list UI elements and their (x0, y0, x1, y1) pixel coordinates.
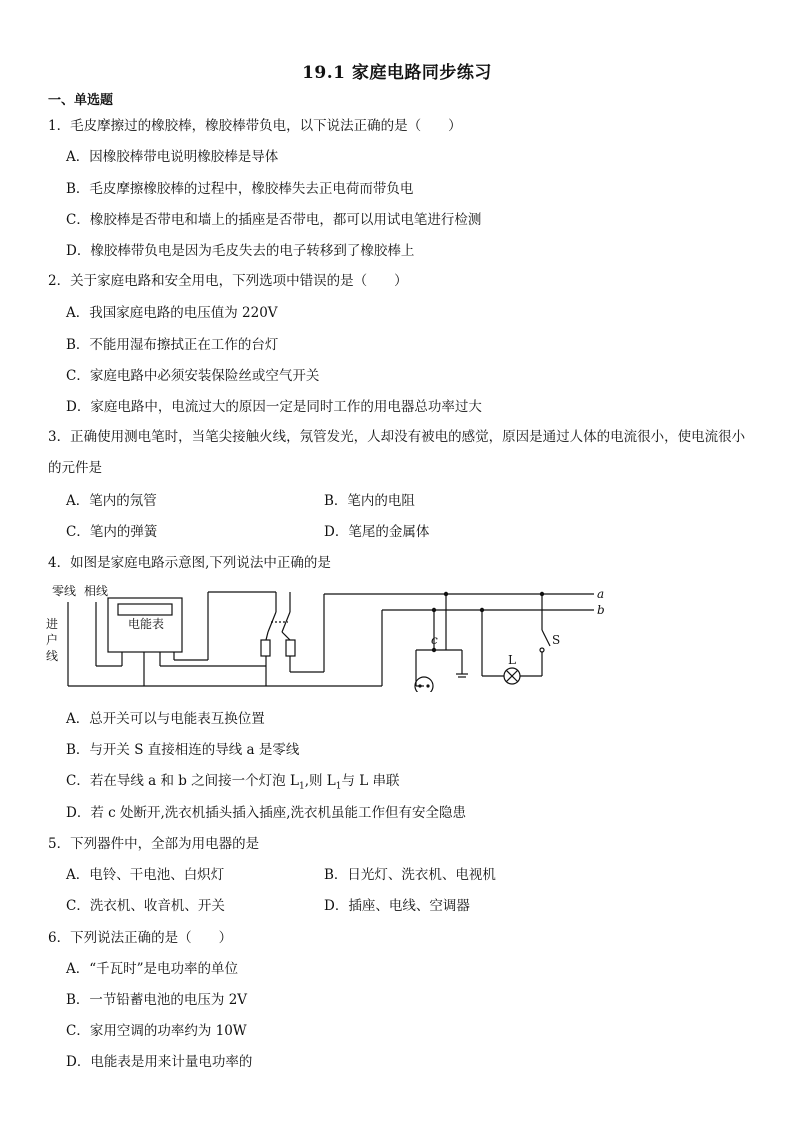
wire-a-label: a (597, 587, 605, 601)
question-6-option-d[interactable]: D．电能表是用来计量电功率的 (66, 1054, 253, 1070)
household-circuit-diagram (42, 580, 612, 692)
question-2-option-c[interactable]: C．家庭电路中必须安装保险丝或空气开关 (66, 368, 320, 384)
option-c-sub-2: 1 (335, 781, 342, 792)
question-3-option-a[interactable]: A．笔内的氖管 (66, 493, 157, 509)
page-title: 19.1 家庭电路同步练习 (302, 63, 492, 83)
question-4-stem: 4．如图是家庭电路示意图,下列说法中正确的是 (48, 555, 331, 571)
neutral-wire-label: 零线 (52, 584, 77, 598)
question-6-option-b[interactable]: B．一节铅蓄电池的电压为 2V (66, 992, 248, 1008)
lamp-label: L (508, 653, 516, 667)
question-1-option-b[interactable]: B．毛皮摩擦橡胶棒的过程中，橡胶棒失去正电荷而带负电 (66, 181, 414, 197)
energy-meter-window (118, 604, 172, 615)
question-3-stem: 3．正确使用测电笔时，当笔尖接触火线，氖管发光，人却没有被电的感觉，原因是通过人体的电流很小，使电流很小的元件是 (48, 429, 746, 476)
inlet-label-3: 线 (46, 649, 59, 663)
question-1-option-c[interactable]: C．橡胶棒是否带电和墙上的插座是否带电，都可以用试电笔进行检测 (66, 212, 482, 228)
question-2-option-a[interactable]: A．我国家庭电路的电压值为 220V (66, 305, 278, 321)
energy-meter-label: 电能表 (128, 617, 165, 631)
question-5-option-b[interactable]: B．日光灯、洗衣机、电视机 (324, 867, 496, 883)
point-c-label: c (431, 633, 438, 647)
socket-symbol (415, 677, 433, 692)
inlet-label-2: 户 (46, 633, 59, 647)
question-3-option-b[interactable]: B．笔内的电阻 (324, 493, 415, 509)
question-5-option-c[interactable]: C．洗衣机、收音机、开关 (66, 898, 225, 914)
question-4-option-a[interactable]: A．总开关可以与电能表互换位置 (66, 711, 265, 727)
question-5-stem: 5．下列器件中，全部为用电器的是 (48, 836, 260, 852)
fuse-2 (286, 640, 295, 656)
switch-s-label: S (552, 633, 561, 647)
inlet-label-1: 进 (46, 617, 59, 631)
question-4-option-c[interactable] (66, 772, 400, 796)
question-1-stem: 1．毛皮摩擦过的橡胶棒，橡胶棒带负电，以下说法正确的是（ ） (48, 118, 462, 134)
section-heading: 一、单选题 (48, 93, 114, 108)
question-4-option-b[interactable]: B．与开关 S 直接相连的导线 a 是零线 (66, 742, 300, 758)
live-wire-label: 相线 (84, 584, 109, 598)
question-3-option-c[interactable]: C．笔内的弹簧 (66, 524, 158, 540)
question-2-option-b[interactable]: B．不能用湿布擦拭正在工作的台灯 (66, 337, 279, 353)
question-6-stem: 6．下列说法正确的是（ ） (48, 930, 233, 946)
question-1-option-a[interactable]: A．因橡胶棒带电说明橡胶棒是导体 (66, 149, 279, 165)
question-2-stem: 2．关于家庭电路和安全用电，下列选项中错误的是（ ） (48, 273, 408, 289)
question-2-option-d[interactable]: D．家庭电路中，电流过大的原因一定是同时工作的用电器总功率过大 (66, 399, 482, 415)
option-c-text-3: 与 L 串联 (341, 773, 400, 789)
question-6-option-a[interactable]: A．“千瓦时”是电功率的单位 (66, 961, 239, 977)
option-c-text-2: ,则 L (304, 773, 336, 789)
question-5-option-d[interactable]: D．插座、电线、空调器 (324, 898, 470, 914)
option-c-text-1: C．若在导线 a 和 b 之间接一个灯泡 L (66, 773, 299, 789)
option-c-sub-1: 1 (298, 781, 305, 792)
fuse-1 (261, 640, 270, 656)
question-3-option-d[interactable]: D．笔尾的金属体 (324, 524, 430, 540)
question-5-option-a[interactable]: A．电铃、干电池、白炽灯 (66, 867, 225, 883)
question-1-option-d[interactable]: D．橡胶棒带负电是因为毛皮失去的电子转移到了橡胶棒上 (66, 243, 415, 259)
switch-s-blade (542, 630, 550, 646)
wire-b-label: b (597, 603, 605, 617)
question-6-option-c[interactable]: C．家用空调的功率约为 10W (66, 1023, 247, 1039)
question-4-option-d[interactable]: D．若 c 处断开,洗衣机插头插入插座,洗衣机虽能工作但有安全隐患 (66, 805, 467, 821)
